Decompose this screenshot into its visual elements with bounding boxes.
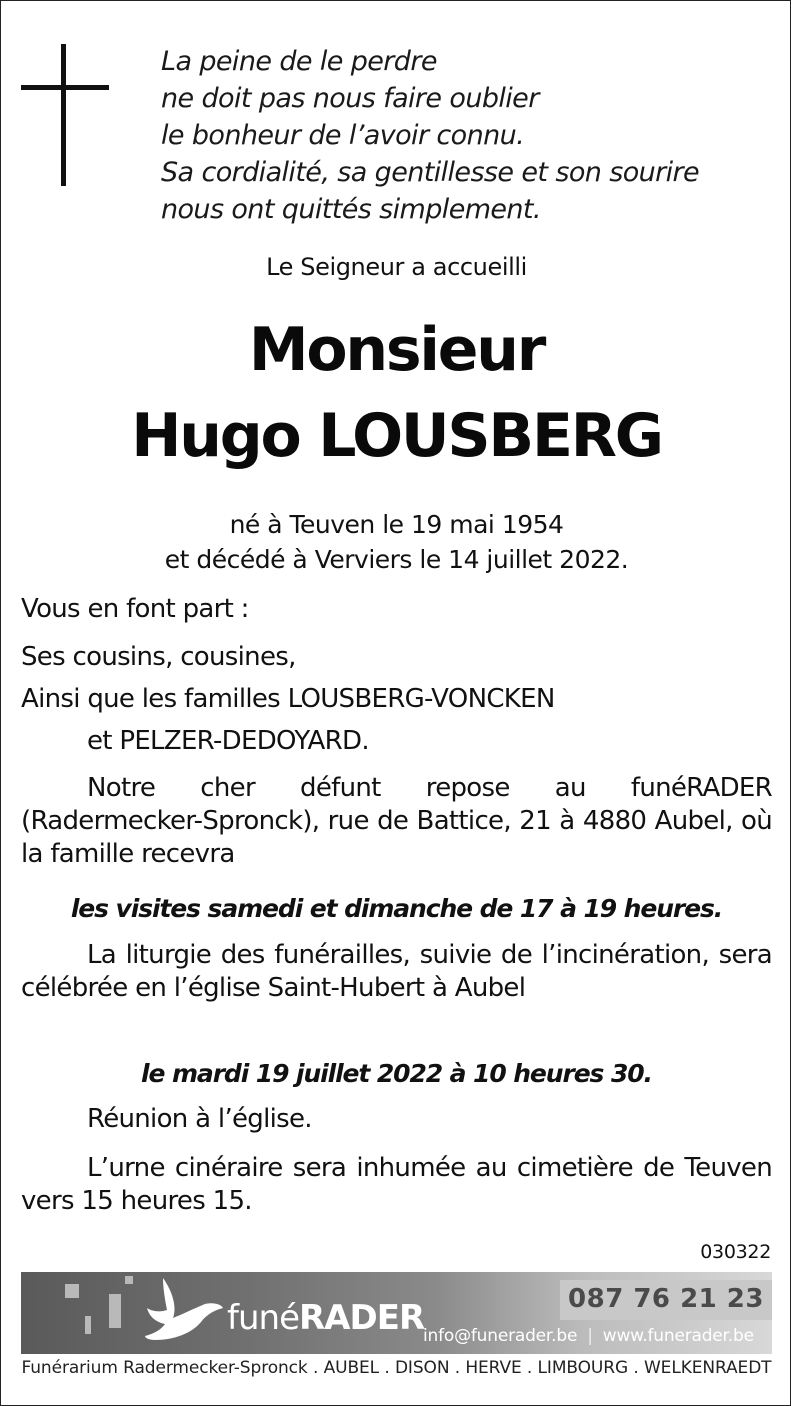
family-line: et PELZER-DEDOYARD. xyxy=(87,726,369,756)
poem-line: nous ont quittés simplement. xyxy=(161,194,541,225)
brand-light: funé xyxy=(227,1298,299,1338)
liturgy-paragraph: La liturgie des funérailles, suivie de l’incinération, sera célébrée en l’église Saint-Hubert à Aubel xyxy=(21,940,772,1003)
dove-icon xyxy=(143,1274,225,1344)
birth-line: né à Teuven le 19 mai 1954 xyxy=(229,510,564,539)
family-line: Ses cousins, cousines, xyxy=(21,642,296,672)
reference-number: 030322 xyxy=(700,1241,771,1263)
meeting-line: Réunion à l’église. xyxy=(87,1104,312,1134)
decor-square xyxy=(65,1284,79,1298)
funeral-home-banner xyxy=(21,1272,772,1354)
funeral-date-line: le mardi 19 juillet 2022 à 10 heures 30. xyxy=(141,1059,652,1088)
poem xyxy=(161,43,786,228)
announcement-lead: Vous en font part : xyxy=(21,594,249,624)
deceased-name: Hugo LOUSBERG xyxy=(131,401,662,471)
contact-separator: | xyxy=(587,1326,593,1346)
intro-text: Le Seigneur a accueilli xyxy=(266,253,527,281)
decor-square xyxy=(125,1276,133,1284)
family-line: Ainsi que les familles LOUSBERG-VONCKEN xyxy=(21,684,555,714)
life-dates xyxy=(1,507,791,577)
decor-square xyxy=(109,1294,121,1328)
contact-line xyxy=(423,1326,754,1346)
decor-square xyxy=(85,1316,91,1334)
poem-line: Sa cordialité, sa gentillesse et son sourire xyxy=(161,157,700,188)
death-line: et décédé à Verviers le 14 juillet 2022. xyxy=(164,545,629,574)
repose-paragraph: Notre cher défunt repose au funéRADER (Radermecker-Spronck), rue de Battice, 21 à 4880 Aubel, où la famille recevra xyxy=(21,773,772,869)
brand-logo xyxy=(227,1298,424,1338)
website-link[interactable]: www.funerader.be xyxy=(602,1326,754,1346)
locations-line: Funérarium Radermecker-Spronck . AUBEL . DISON . HERVE . LIMBOURG . WELKENRAEDT xyxy=(21,1358,772,1378)
urn-paragraph: L’urne cinéraire sera inhumée au cimetière de Teuven vers 15 heures 15. xyxy=(21,1153,772,1216)
cross-icon xyxy=(61,44,66,186)
phone-number: 087 76 21 23 xyxy=(568,1284,764,1314)
brand-bold: RADER xyxy=(299,1298,425,1338)
email-link[interactable]: info@funerader.be xyxy=(423,1326,578,1346)
poem-line: ne doit pas nous faire oublier xyxy=(161,83,539,114)
deceased-title: Monsieur xyxy=(248,315,545,385)
poem-line: La peine de le perdre xyxy=(161,46,437,77)
poem-line: le bonheur de l’avoir connu. xyxy=(161,120,525,151)
cross-icon-bar xyxy=(21,85,109,90)
visits-line: les visites samedi et dimanche de 17 à 19 heures. xyxy=(70,894,723,923)
